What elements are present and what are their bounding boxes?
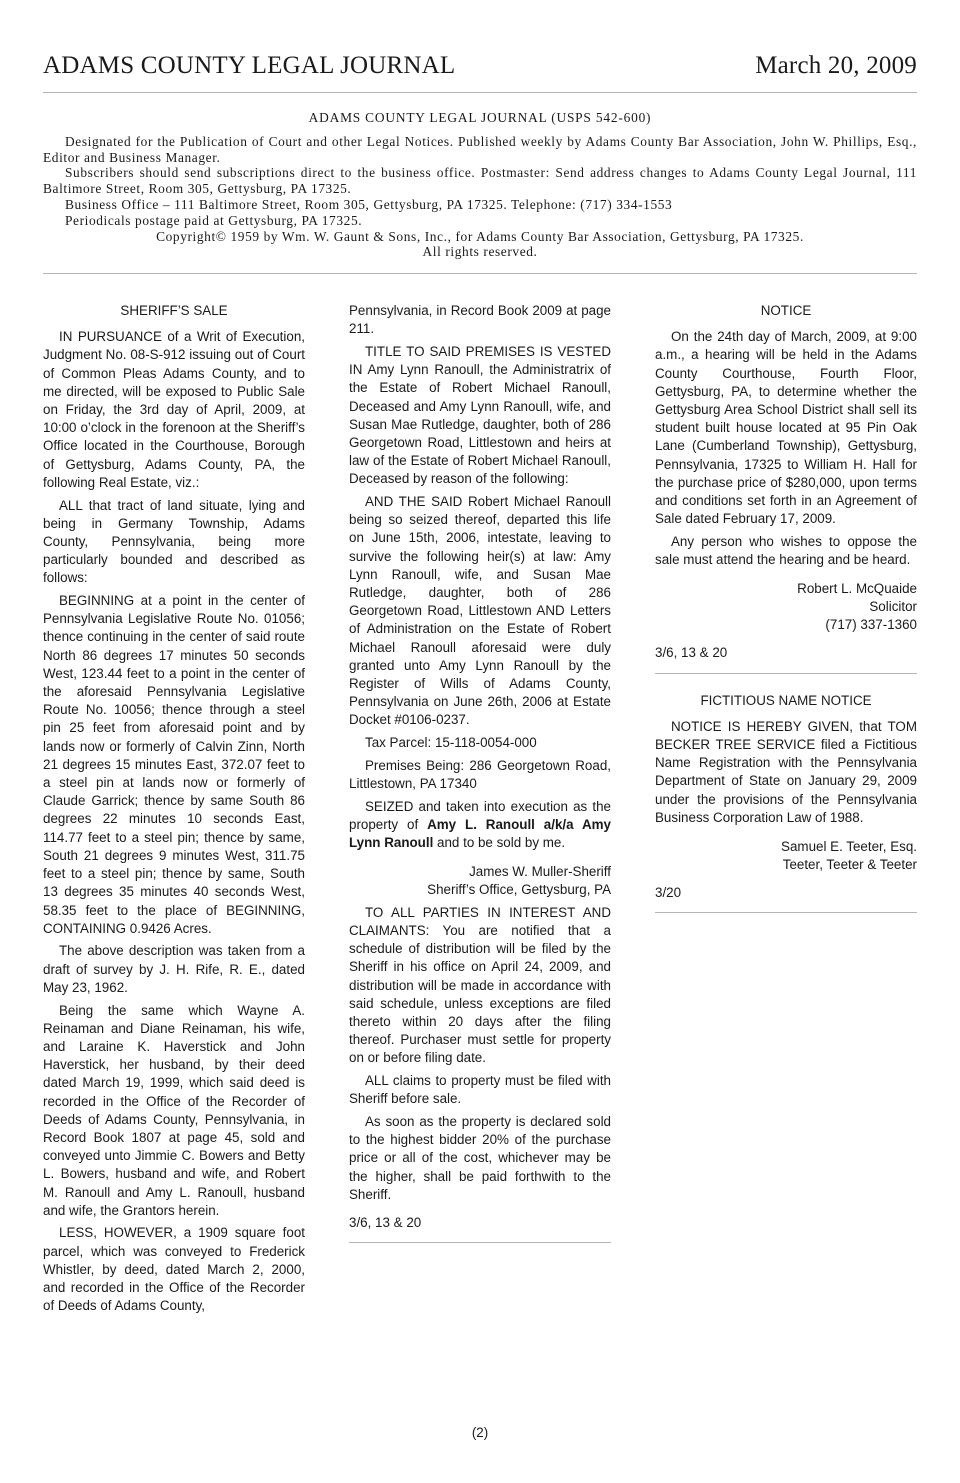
premises: Premises Being: 286 Georgetown Road, Littlestown, PA 17340 bbox=[349, 757, 611, 792]
sheriff-office: Sheriff’s Office, Gettysburg, PA bbox=[427, 882, 611, 898]
notice-paragraph: Any person who wishes to oppose the sale must attend the hearing and be heard. bbox=[655, 533, 917, 568]
sheriff-sale-paragraph: The above description was taken from a draft of survey by J. H. Rife, R. E., dated May 23, 1962. bbox=[43, 943, 305, 995]
header-rule bbox=[43, 92, 917, 93]
running-header bbox=[43, 52, 917, 80]
notice-signer-title: Solicitor bbox=[869, 599, 917, 615]
masthead-title: ADAMS COUNTY LEGAL JOURNAL (USPS 542-600) bbox=[308, 110, 652, 125]
column-1 bbox=[43, 302, 305, 1320]
sheriff-sale-paragraph: AND THE SAID Robert Michael Ranoull being so seized thereof, departed this life on June 15th, 2006, intestate, leaving to survive the following heir(s) at law: Amy Lynn Ranoull, wife, and Susan Mae Rutledge, daughter, both of 286 Georgetown Road, Littlestown AND Letters of Administration on the Estate of Robert Michael Ranoull aforesaid were duly granted unto Amy Lynn Ranoull by the Register of Wills of Adams County, Pennsylvania on June 26th, 2006 at Estate Docket #0106-0237. bbox=[349, 494, 611, 728]
section-divider bbox=[655, 912, 917, 913]
notice-signer-name: Robert L. McQuaide bbox=[797, 580, 917, 596]
seized-paragraph: SEIZED and taken into execution as the property of Amy L. Ranoull a/k/a Amy Lynn Ranoull and to be sold by me. bbox=[349, 798, 612, 851]
masthead-designated: Designated for the Publication of Court and other Legal Notices. Published weekly by Adams County Bar Association, John W. Phillips, Esq., Editor and Business Manager. bbox=[43, 133, 917, 165]
issue-date: March 20, 2009 bbox=[755, 52, 917, 79]
masthead-rule bbox=[43, 273, 917, 274]
sheriff-sale-dates: 3/6, 13 & 20 bbox=[349, 1215, 422, 1231]
fictitious-signer-firm: Teeter, Teeter & Teeter bbox=[782, 856, 917, 872]
masthead-subscribers: Subscribers should send subscriptions direct to the business office. Postmaster: Send address changes to Adams County Legal Journal, 111 Baltimore Street, Room 305, Gettysburg, PA 17325. bbox=[43, 165, 917, 197]
sheriff-sale-paragraph: ALL that tract of land situate, lying and being in Germany Township, Adams County, Pennsylvania, being more particularly bounded and described as follows: bbox=[43, 497, 305, 586]
page-number: (2) bbox=[471, 1425, 489, 1440]
fictitious-name-paragraph: NOTICE IS HEREBY GIVEN, that TOM BECKER TREE SERVICE filed a Fictitious Name Registration with the Pennsylvania Department of State on January 29, 2009 under the provisions of the Pennsylvania Business Corporation Law of 1988. bbox=[655, 718, 917, 825]
column-2 bbox=[349, 302, 611, 1261]
sheriff-sale-heading: SHERIFF’S SALE bbox=[120, 303, 228, 318]
sheriff-sale-paragraph: Pennsylvania, in Record Book 2009 at page 211. bbox=[349, 303, 611, 337]
defendant-name: Amy L. Ranoull a/k/a Amy Lynn Ranoull bbox=[349, 816, 612, 851]
notice-signer-phone: (717) 337-1360 bbox=[825, 617, 917, 633]
notice-heading: NOTICE bbox=[760, 303, 812, 318]
sheriff-sale-paragraph: Being the same which Wayne A. Reinaman and Diane Reinaman, his wife, and Laraine K. Haverstick and John Haverstick, her husband, by their deed dated March 19, 1999, which said deed is recorded in the Office of the Recorder of Deeds of Adams County, Pennsylvania, in Record Book 1807 at page 45, sold and conveyed unto Jimmie C. Bowers and Betty L. Bowers, husband and wife, and Robert M. Ranoull and Amy L. Ranoull, husband and wife, the Grantors herein. bbox=[43, 1002, 305, 1218]
masthead-business-office: Business Office – 111 Baltimore Street, Room 305, Gettysburg, PA 17325. Telephone: (717) 334-1553 bbox=[65, 196, 673, 212]
sheriff-sale-paragraph: LESS, HOWEVER, a 1909 square foot parcel, which was conveyed to Frederick Whistler, by deed, dated March 2, 2000, and recorded in the Office of the Recorder of Deeds of Adams County, bbox=[43, 1225, 305, 1314]
notice-dates: 3/6, 13 & 20 bbox=[655, 645, 728, 661]
masthead bbox=[43, 110, 917, 260]
column-3 bbox=[655, 302, 917, 931]
section-divider bbox=[349, 1242, 611, 1243]
journal-title: ADAMS COUNTY LEGAL JOURNAL bbox=[43, 52, 456, 79]
fictitious-dates: 3/20 bbox=[655, 884, 682, 900]
masthead-copyright: Copyright© 1959 by Wm. W. Gaunt & Sons, Inc., for Adams County Bar Association, Gettysburg, PA 17325. bbox=[156, 228, 804, 244]
masthead-postage: Periodicals postage paid at Gettysburg, PA 17325. bbox=[65, 212, 363, 228]
sheriff-sale-paragraph: BEGINNING at a point in the center of Pennsylvania Legislative Route No. 01056; thence continuing in the center of said route North 86 degrees 17 minutes 50 seconds West, 123.44 feet to a point in the center of the aforesaid Pennsylvania Legislative Route No. 10056; thence through a steel pin 25 feet from aforesaid point and by lands now or formerly of Calvin Zinn, North 21 degrees 15 minutes East, 372.07 feet to a steel pin at lands now or formerly of Claude Garrick; thence by same South 86 degrees 22 minutes 10 seconds East, 114.77 feet to a steel pin; thence by same, South 21 degrees 9 minutes West, 311.75 feet to a steel pin; thence by same, South 13 degrees 35 minutes 40 seconds West, 58.35 feet to the place of BEGINNING, CONTAINING 0.9426 Acres. bbox=[43, 593, 305, 936]
masthead-rights: All rights reserved. bbox=[422, 244, 538, 260]
notice-paragraph: On the 24th day of March, 2009, at 9:00 a.m., a hearing will be held in the Adams County Courthouse, Fourth Floor, Gettysburg, PA, to determine whether the Gettysburg Area School District shall sell its student built house located at 95 Pin Oak Lane (Cumberland Township), Gettysburg, Pennsylvania, 17325 to William H. Hall for the purchase price of $280,000, upon terms and conditions set forth in an Agreement of Sale dated February 17, 2009. bbox=[655, 329, 917, 527]
sheriff-signature: James W. Muller-Sheriff bbox=[469, 863, 611, 879]
tax-parcel: Tax Parcel: 15-118-0054-000 bbox=[365, 735, 537, 751]
fictitious-signer-name: Samuel E. Teeter, Esq. bbox=[781, 838, 917, 854]
section-divider bbox=[655, 673, 917, 674]
sheriff-sale-paragraph: IN PURSUANCE of a Writ of Execution, Judgment No. 08-S-912 issuing out of Court of Common Pleas Adams County, and to me directed, will be exposed to Public Sale on Friday, the 3rd day of April, 2009, at 10:00 o’clock in the forenoon at the Sheriff’s Office located in the Courthouse, Borough of Gettysburg, Adams County, PA, the following Real Estate, viz.: bbox=[43, 329, 305, 490]
sheriff-sale-paragraph: TITLE TO SAID PREMISES IS VESTED IN Amy Lynn Ranoull, the Administratrix of the Estate of Robert Michael Ranoull, Deceased and Amy Lynn Ranoull, wife, and Susan Mae Rutledge, daughter, both of 286 Georgetown Road, Littlestown and heirs at law of the Estate of Robert Michael Ranoull, Deceased by reason of the following: bbox=[349, 343, 611, 487]
fictitious-name-heading: FICTITIOUS NAME NOTICE bbox=[700, 692, 872, 708]
sheriff-sale-paragraph: TO ALL PARTIES IN INTEREST AND CLAIMANTS: You are notified that a schedule of distribution will be filed by the Sheriff in his office on April 24, 2009, and distribution will be made in accordance with said schedule, unless exceptions are filed thereto within 20 days after the filing thereof. Purchaser must settle for property on or before filing date. bbox=[349, 904, 611, 1066]
sheriff-sale-paragraph: ALL claims to property must be filed with Sheriff before sale. bbox=[349, 1073, 611, 1107]
sheriff-sale-paragraph: As soon as the property is declared sold to the highest bidder 20% of the purchase price or all of the cost, whichever may be the higher, shall be paid forthwith to the Sheriff. bbox=[349, 1114, 611, 1202]
